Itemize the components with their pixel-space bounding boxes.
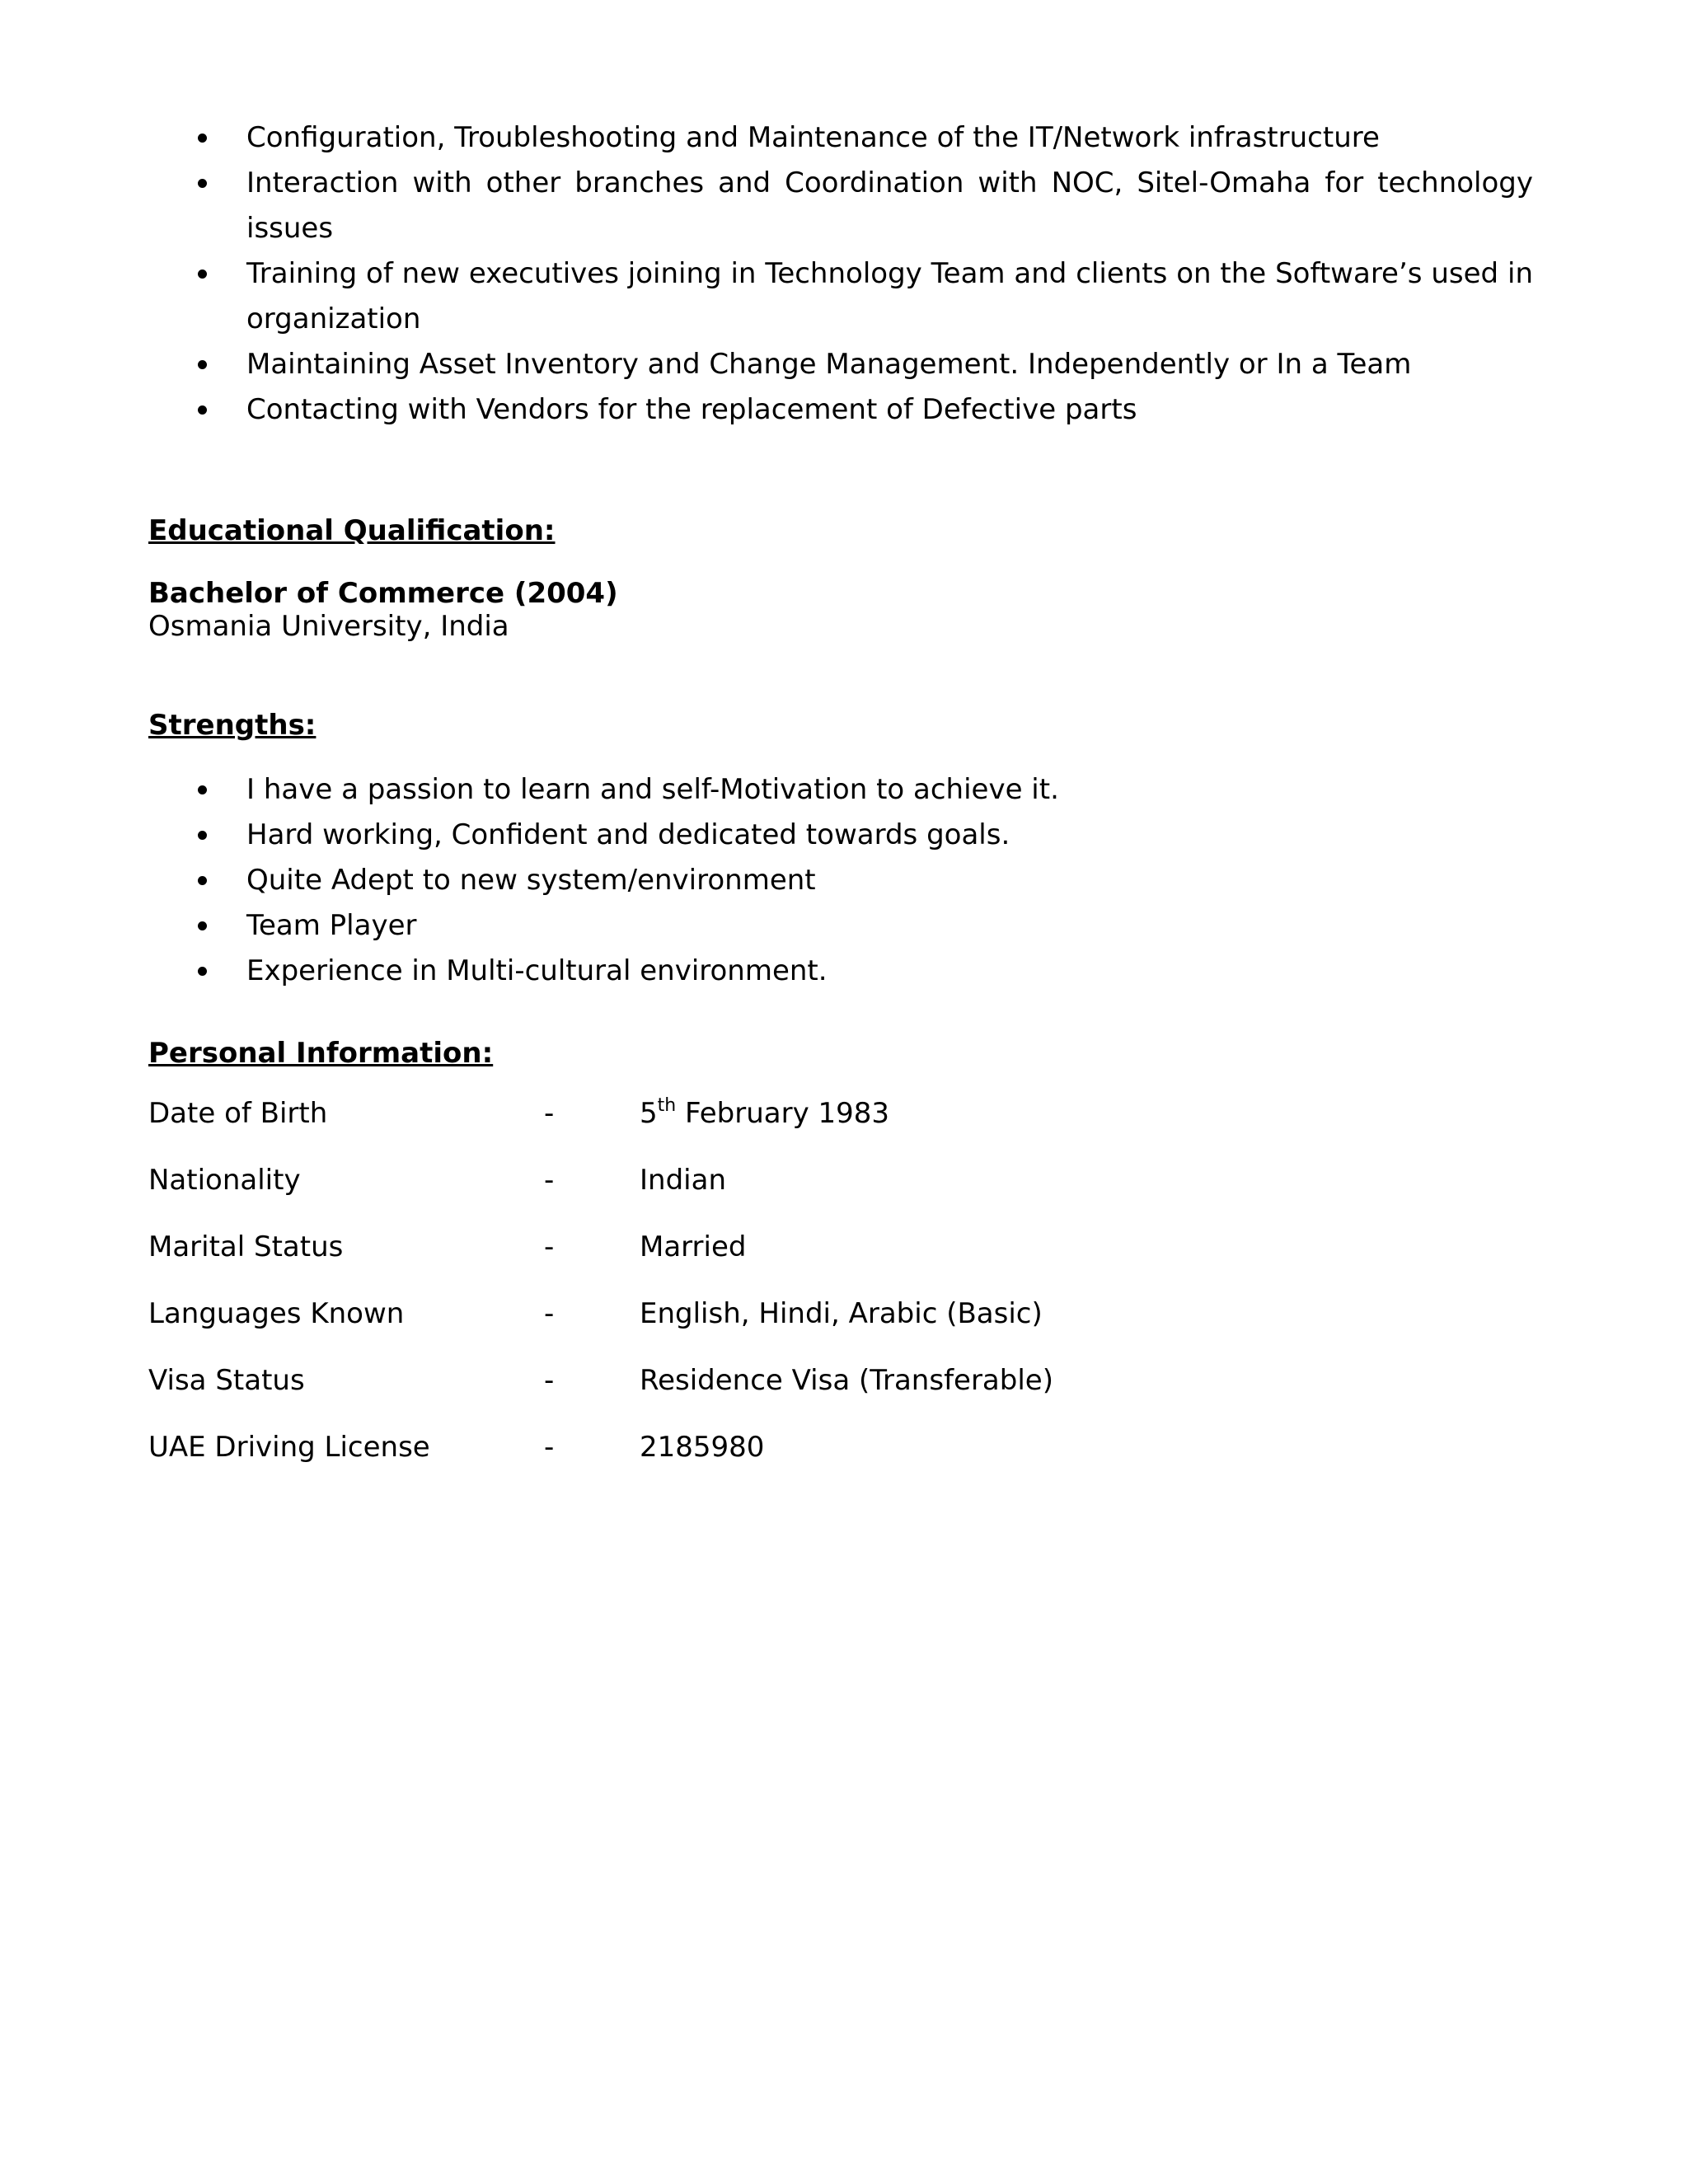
bullet-icon — [198, 405, 207, 415]
dob-suffix: th — [657, 1094, 677, 1116]
list-item — [148, 161, 1533, 251]
personal-heading: Personal Information: — [148, 1037, 494, 1070]
list-item — [148, 858, 1533, 903]
degree-title: Bachelor of Commerce (2004) — [148, 577, 618, 610]
separator: - — [544, 1430, 555, 1464]
table-row — [148, 1347, 1217, 1413]
list-item-text: Experience in Multi-cultural environment. — [246, 954, 828, 987]
strengths-heading: Strengths: — [148, 709, 316, 742]
table-row — [148, 1146, 1217, 1213]
languages-value: English, Hindi, Arabic (Basic) — [640, 1296, 1043, 1330]
bullet-icon — [198, 831, 207, 840]
nationality-label: Nationality — [148, 1163, 301, 1197]
list-item-text: Maintaining Asset Inventory and Change Management. Independently or In a Team — [246, 348, 1412, 381]
nationality-value: Indian — [640, 1163, 726, 1197]
list-item-text: Quite Adept to new system/environment — [246, 864, 816, 897]
bullet-icon — [198, 785, 207, 794]
bullet-icon — [198, 360, 207, 369]
list-item — [148, 903, 1533, 949]
strengths-list — [148, 767, 1533, 994]
separator: - — [544, 1296, 555, 1330]
list-item — [148, 115, 1533, 161]
list-item-text: I have a passion to learn and self-Motivation to achieve it. — [246, 773, 1059, 806]
dob-day: 5 — [640, 1096, 658, 1130]
table-row — [148, 1280, 1217, 1347]
resume-page — [148, 115, 1533, 1480]
education-heading: Educational Qualification: — [148, 514, 556, 547]
list-item-text: Configuration, Troubleshooting and Maintenance of the IT/Network infrastructure — [246, 121, 1380, 154]
table-row — [148, 1413, 1217, 1480]
bullet-icon — [198, 967, 207, 976]
visa-label: Visa Status — [148, 1363, 305, 1397]
visa-value: Residence Visa (Transferable) — [640, 1363, 1053, 1397]
table-row — [148, 1213, 1217, 1280]
dob-rest: February 1983 — [676, 1096, 890, 1130]
list-item-text: Team Player — [246, 909, 417, 942]
list-item — [148, 342, 1533, 387]
license-value: 2185980 — [640, 1430, 765, 1464]
bullet-icon — [198, 134, 207, 143]
list-item-text: Hard working, Confident and dedicated towards goals. — [246, 818, 1010, 851]
list-item — [148, 813, 1533, 858]
table-row — [148, 1080, 1217, 1146]
separator: - — [544, 1230, 555, 1263]
list-item — [148, 387, 1533, 433]
personal-info-table — [148, 1080, 1217, 1480]
bullet-icon — [198, 876, 207, 885]
separator: - — [544, 1163, 555, 1197]
list-item — [148, 949, 1533, 994]
list-item — [148, 767, 1533, 813]
list-item-text: Contacting with Vendors for the replacement of Defective parts — [246, 393, 1137, 426]
list-item-text: Training of new executives joining in Technology Team and clients on the Software’s used in organization — [246, 257, 1533, 335]
list-item-text: Interaction with other branches and Coordination with NOC, Sitel-Omaha for technology issues — [246, 166, 1533, 245]
marital-value: Married — [640, 1230, 747, 1263]
separator: - — [544, 1096, 555, 1130]
institution-text: Osmania University, India — [148, 610, 509, 643]
marital-label: Marital Status — [148, 1230, 344, 1263]
bullet-icon — [198, 179, 207, 188]
dob-label: Date of Birth — [148, 1096, 328, 1130]
languages-label: Languages Known — [148, 1296, 405, 1330]
separator: - — [544, 1363, 555, 1397]
bullet-icon — [198, 921, 207, 930]
dob-value — [640, 1080, 1217, 1146]
license-label: UAE Driving License — [148, 1430, 430, 1464]
bullet-icon — [198, 269, 207, 279]
responsibilities-list — [148, 115, 1533, 433]
list-item — [148, 251, 1533, 342]
